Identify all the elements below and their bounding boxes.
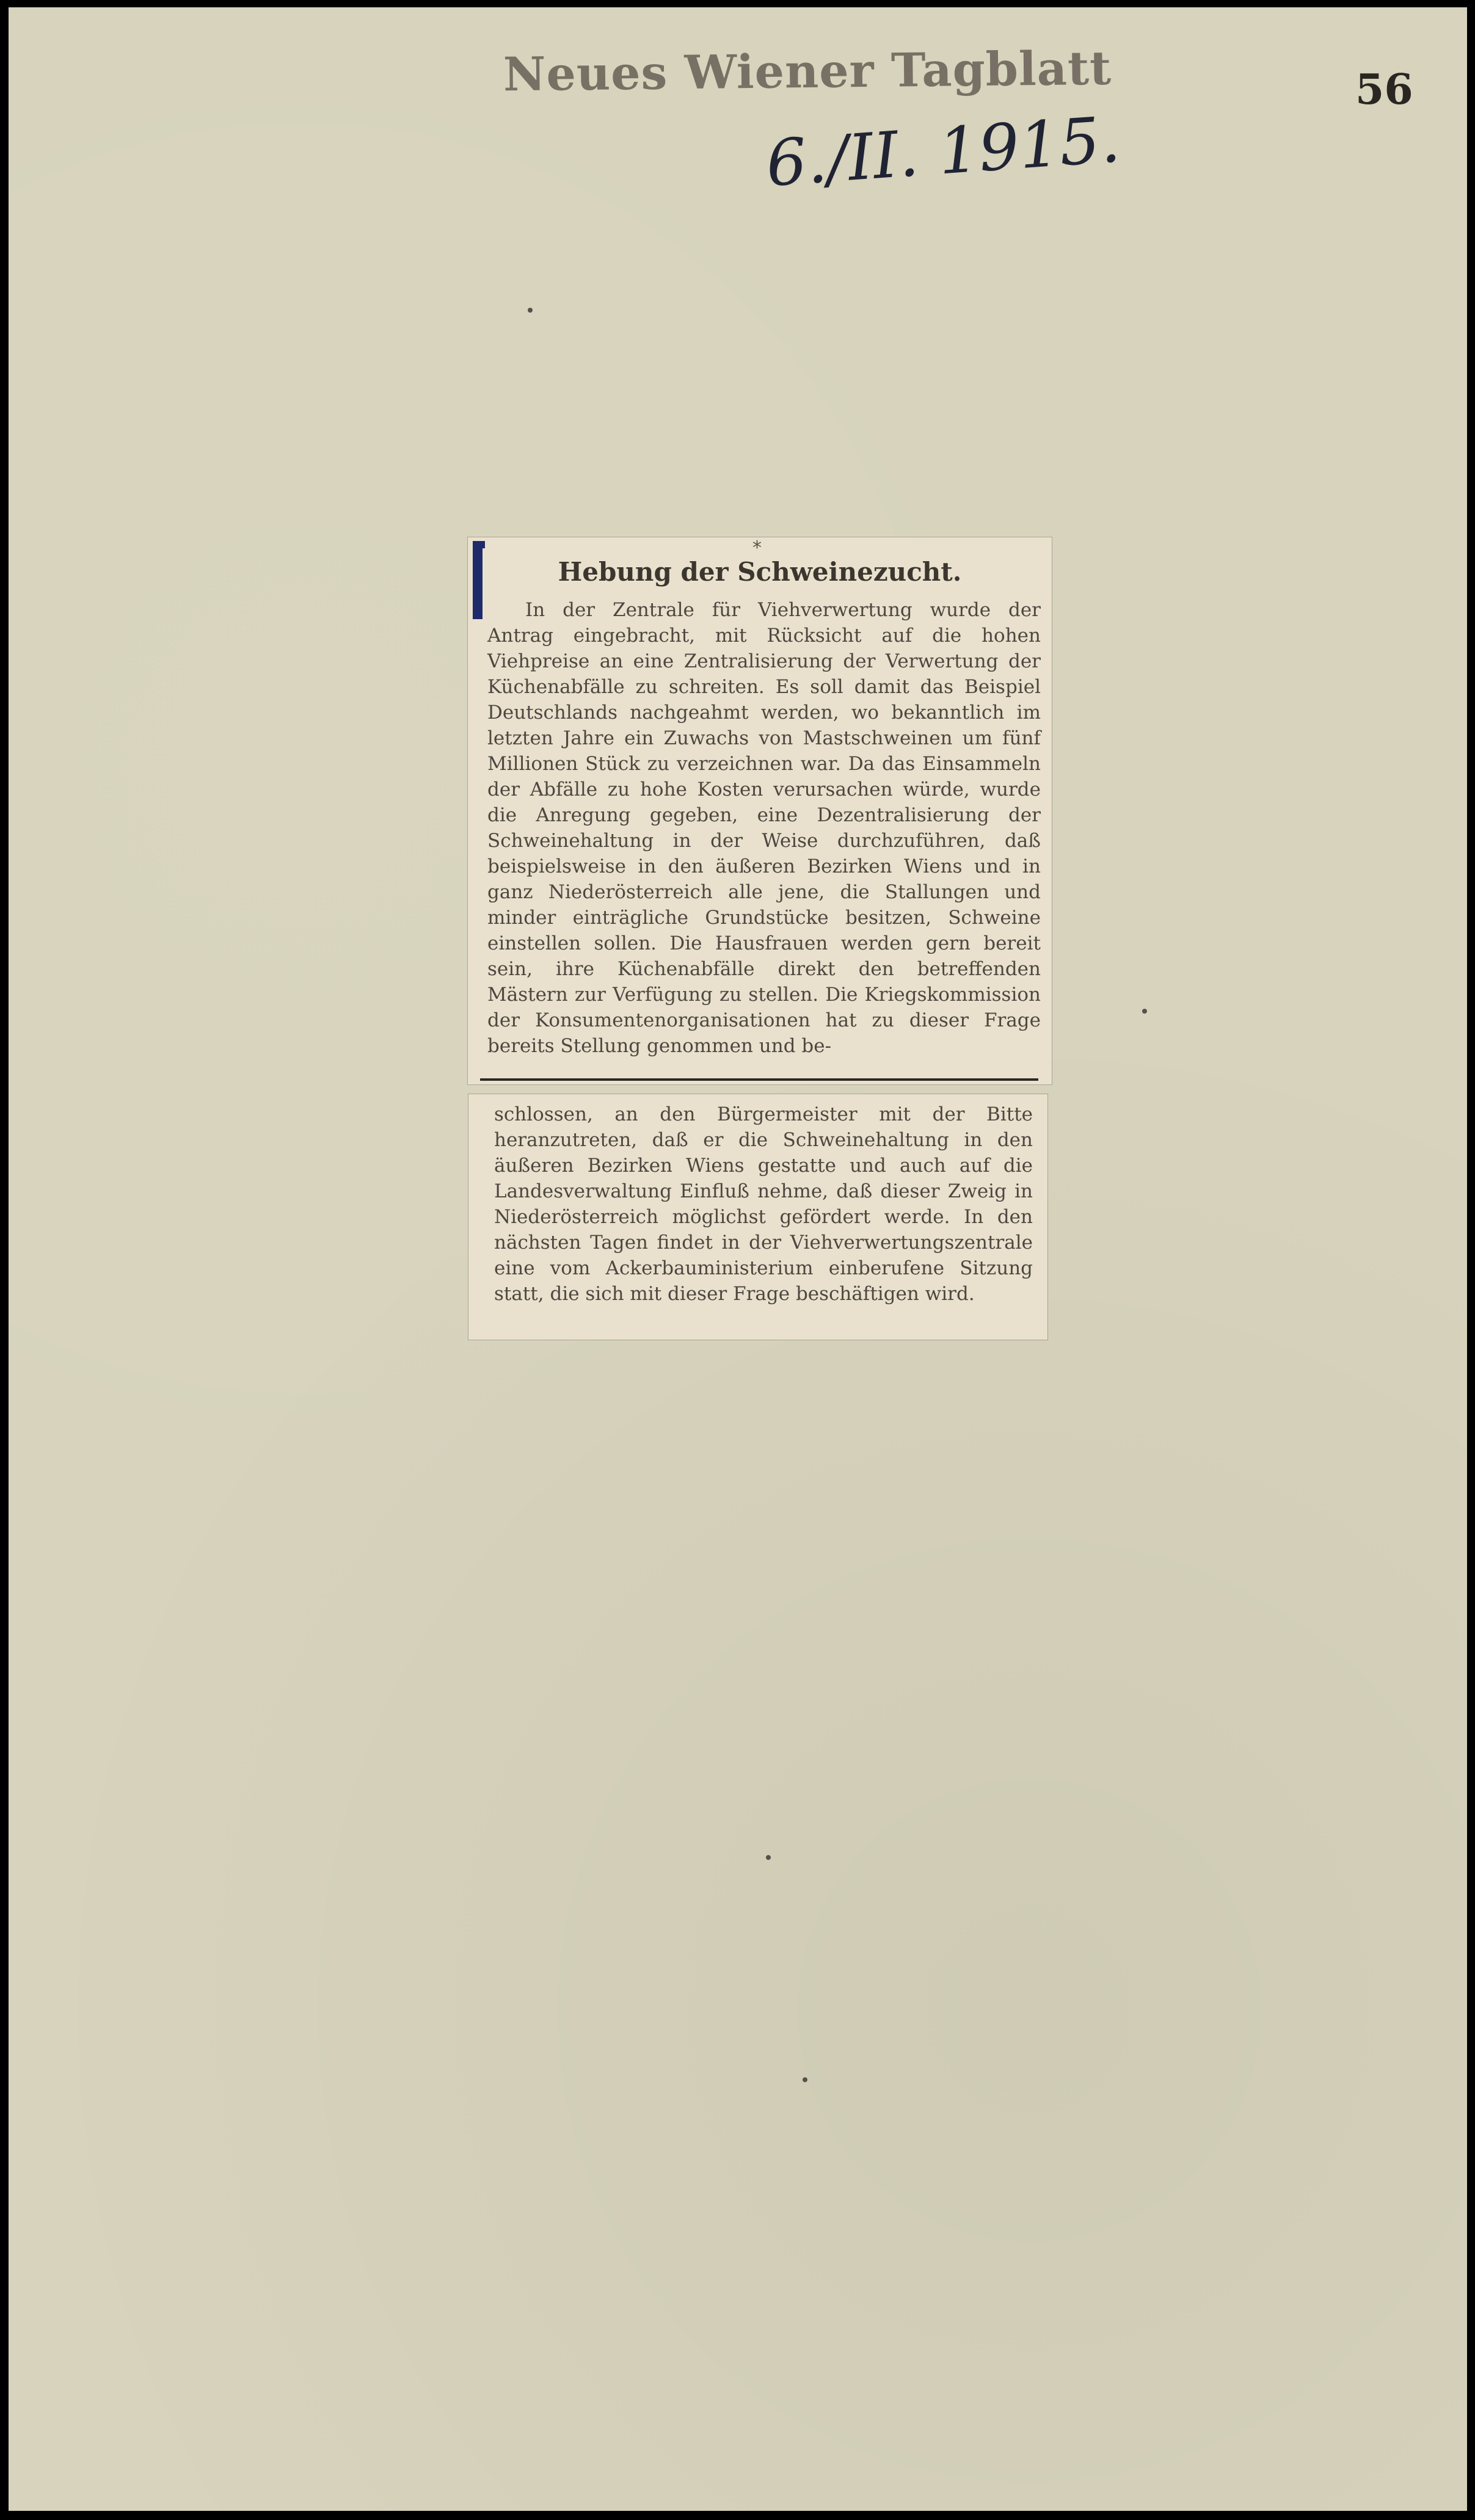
clipping-part-2 <box>468 1094 1047 1340</box>
newspaper-stamp: Neues Wiener Tagblatt <box>503 40 1112 102</box>
folio-number: 56 <box>1355 65 1413 114</box>
article-separator: * <box>752 537 762 559</box>
paper-speck <box>803 2077 807 2082</box>
paper-speck <box>1142 1009 1147 1014</box>
article-body-part-1-text: In der Zentrale für Viehverwertung wurde der Antrag eingebracht, mit Rücksicht auf die hohen Viehpreise an eine Zentralisierung der Verwertung der Küchenabfälle zu schreiten. Es soll damit das Beispiel Deutschlands nachgeahmt werden, wo bekanntlich im letzten Jahre ein Zuwachs von Mastschweinen um fünf Millionen Stück zu verzeichnen war. Da das Einsammeln der Abfälle zu hohe Kosten verursachen würde, wurde die Anregung gegeben, eine Dezentralisierung der Schweinehaltung in der Weise durchzuführen, daß beispielsweise in den äußeren Bezirken Wiens und in ganz Niederösterreich alle jene, die Stallungen und minder einträgliche Grundstücke besitzen, Schweine einstellen sollen. Die Hausfrauen werden gern bereit sein, ihre Küchenabfälle direkt den betreffenden Mästern zur Verfügung zu stellen. Die Kriegskommission der Konsumentenorganisationen hat zu dieser Frage bereits Stellung genommen und be- <box>487 599 1041 1057</box>
article-body-part-1 <box>487 597 1041 1059</box>
clipping-rule <box>480 1078 1038 1081</box>
paper-speck <box>528 308 533 313</box>
article-body-part-2: schlossen, an den Bürgermeister mit der Bitte heranzutreten, daß er die Schweinehaltung in den äußeren Bezirken Wiens gestatte und auch auf die Landesverwaltung Einfluß nehme, daß dieser Zweig in Niederösterreich möglichst gefördert werde. In den nächsten Tagen findet in der Viehverwertungszentrale eine vom Ackerbauministerium einberufene Sitzung statt, die sich mit dieser Frage beschäftigen wird. <box>494 1103 1033 1305</box>
clipping-part-1 <box>468 537 1052 1084</box>
article-headline: Hebung der Schweinezucht. <box>558 557 962 587</box>
paper-speck <box>766 1855 771 1860</box>
handwritten-date: 6./II. 1915. <box>763 101 1123 202</box>
archive-sheet <box>9 7 1467 2511</box>
